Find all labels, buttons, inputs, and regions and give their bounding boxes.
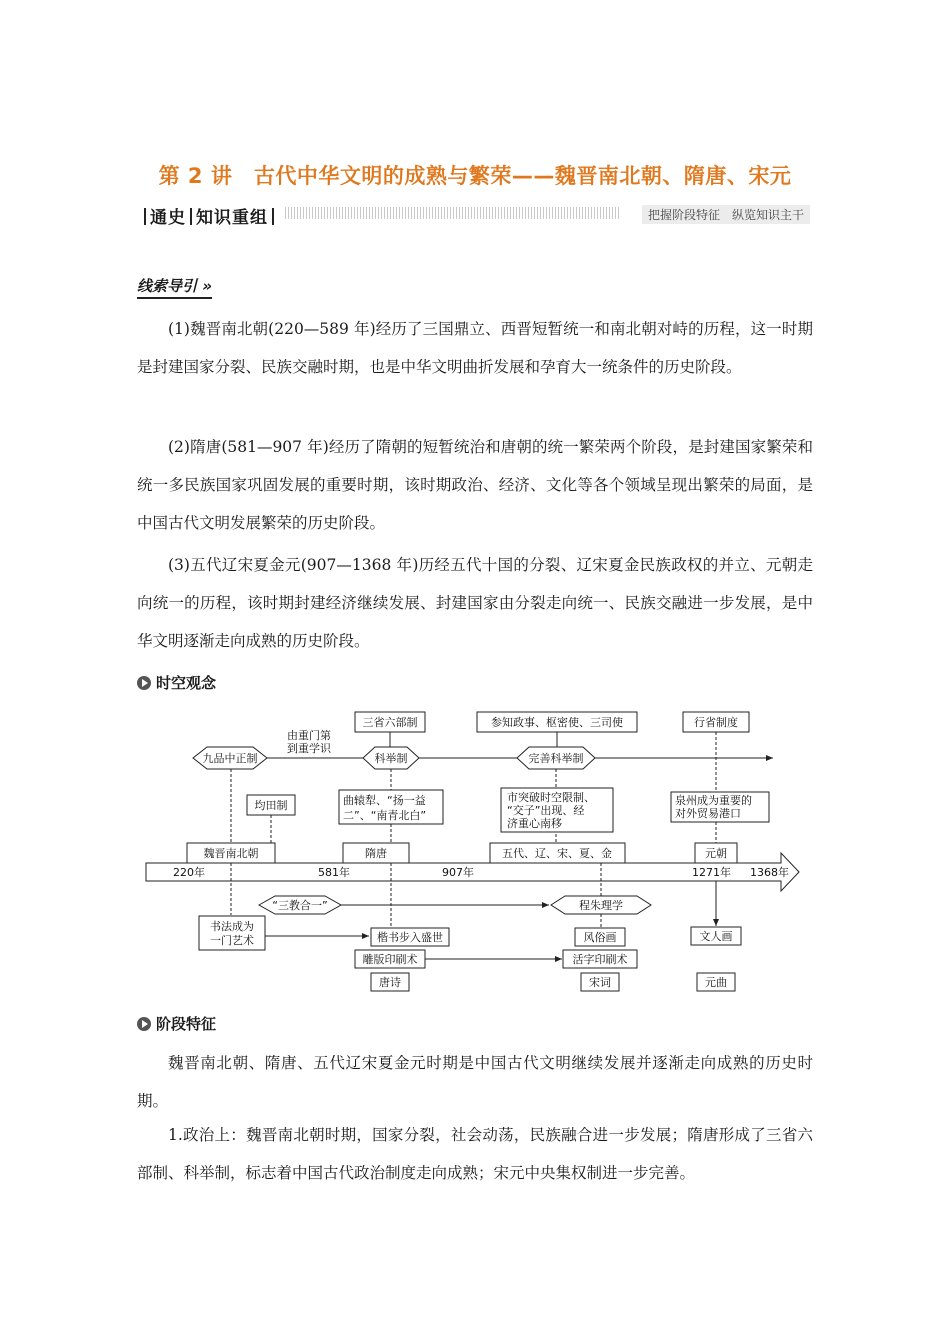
sansheng-label: 三省六部制 xyxy=(362,716,418,729)
yuan-econ-2: 对外贸易港口 xyxy=(675,807,741,820)
songci-label: 宋词 xyxy=(589,976,611,989)
fengsu-label: 风俗画 xyxy=(583,931,617,944)
period-song: 五代、辽、宋、夏、金 xyxy=(502,847,612,860)
play-icon xyxy=(137,1017,151,1031)
arrow-note-1: 由重门第 xyxy=(287,729,331,742)
year-1271: 1271年 xyxy=(692,866,731,879)
arrow-note-2: 到重学识 xyxy=(287,742,331,755)
clue-paragraph-2: (2)隋唐(581—907 年)经历了隋朝的短暂统治和唐朝的统一繁荣两个阶段，是封建国家繁荣和统一多民族国家巩固发展的重要时期，该时期政治、经济、文化等各个领域呈现出繁荣的局面，是中国古代文明发展繁荣的历史阶段。 xyxy=(137,438,813,532)
play-icon xyxy=(137,676,151,690)
diaoban-label: 雕版印刷术 xyxy=(362,953,418,966)
song-econ-2: “交子”出现、经 xyxy=(507,804,585,817)
song-econ-1: 市突破时空限制、 xyxy=(507,791,595,804)
huozi-label: 活字印刷术 xyxy=(572,953,628,966)
kaishu-label: 楷书步入盛世 xyxy=(377,931,443,944)
yuan-econ-1: 泉州成为重要的 xyxy=(675,794,752,807)
clue-paragraph-1: (1)魏晋南北朝(220—589 年)经历了三国鼎立、西晋短暂统一和南北朝对峙的历程，这一时期是封建国家分裂、民族交融时期，也是中华文明曲折发展和孕育大一统条件的历史阶段。 xyxy=(137,320,813,376)
yuanqu-label: 元曲 xyxy=(705,976,727,989)
clue-heading: 线索导引 » xyxy=(137,275,212,299)
shufa-2: 一门艺术 xyxy=(210,934,254,947)
year-907: 907年 xyxy=(442,866,474,879)
period-yuan: 元朝 xyxy=(705,847,727,860)
year-220: 220年 xyxy=(173,866,205,879)
banner-tag-right: 知识重组 xyxy=(196,208,268,228)
page-title: 第 2 讲 古代中华文明的成熟与繁荣——魏晋南北朝、隋唐、宋元 xyxy=(158,164,792,188)
banner-tag-left: 通史 xyxy=(150,208,186,228)
chengzhu-label: 程朱理学 xyxy=(579,899,623,912)
wenren-label: 文人画 xyxy=(699,930,733,943)
juntian-label: 均田制 xyxy=(254,799,288,812)
jiupin-label: 九品中正制 xyxy=(202,752,258,765)
feature-paragraph-2: 1.政治上：魏晋南北朝时期，国家分裂，社会动荡，民族融合进一步发展；隋唐形成了三省六部制、科举制，标志着中国古代政治制度走向成熟；宋元中央集权制进一步完善。 xyxy=(137,1126,813,1182)
feature-heading xyxy=(137,1013,216,1034)
keju-label: 科举制 xyxy=(374,752,408,765)
period-weijin: 魏晋南北朝 xyxy=(203,847,259,860)
sanjiao-label: “三教合一” xyxy=(272,899,328,912)
period-suitang: 隋唐 xyxy=(365,847,387,860)
feature-paragraph-1: 魏晋南北朝、隋唐、五代辽宋夏金元时期是中国古代文明继续发展并逐渐走向成熟的历史时期。 xyxy=(137,1054,813,1110)
banner-tag xyxy=(140,203,278,228)
timeline-heading-text: 时空观念 xyxy=(156,674,217,692)
section-banner xyxy=(140,203,810,228)
feature-heading-text: 阶段特征 xyxy=(156,1015,217,1033)
shufa-1: 书法成为 xyxy=(210,920,254,933)
suitang-econ-2: 二”、“南青北白” xyxy=(343,809,427,822)
banner-slogan: 把握阶段特征 纵览知识主干 xyxy=(642,205,810,224)
tangshi-label: 唐诗 xyxy=(379,976,401,989)
song-econ-3: 济重心南移 xyxy=(507,817,562,830)
canzhi-label: 参知政事、枢密使、三司使 xyxy=(491,716,623,729)
timeline-heading xyxy=(137,672,216,693)
clue-paragraph-3: (3)五代辽宋夏金元(907—1368 年)历经五代十国的分裂、辽宋夏金民族政权的并立、元朝走向统一的历程，该时期封建经济继续发展、封建国家由分裂走向统一、民族交融进一步发展，是中华文明逐渐走向成熟的历史阶段。 xyxy=(137,556,813,650)
xingsheng-label: 行省制度 xyxy=(694,716,738,729)
year-581: 581年 xyxy=(318,866,350,879)
timeline-diagram xyxy=(135,700,805,1000)
year-1368: 1368年 xyxy=(750,866,789,879)
banner-stripe xyxy=(285,207,620,219)
suitang-econ-1: 曲辕犁、“扬一益 xyxy=(343,794,426,807)
wanshan-label: 完善科举制 xyxy=(528,752,584,765)
